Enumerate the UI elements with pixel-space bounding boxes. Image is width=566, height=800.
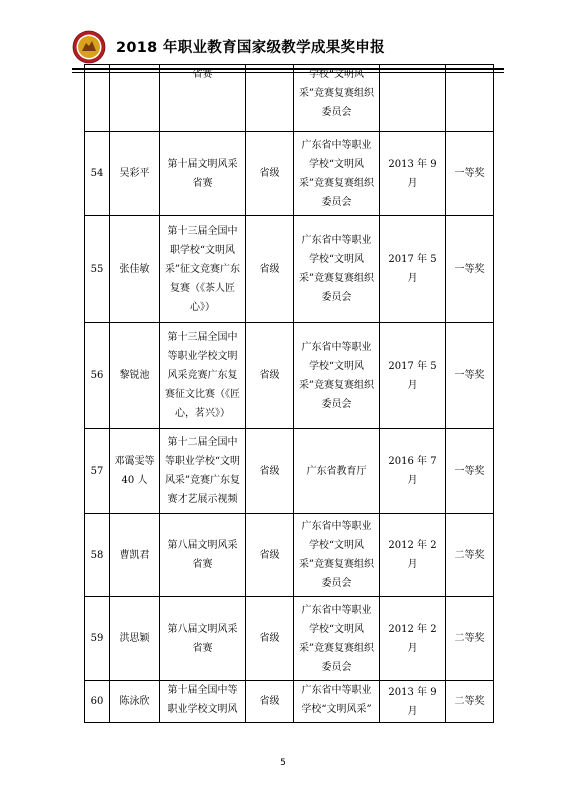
cell-name	[110, 65, 160, 132]
cell-date: 2013 年 9 月	[380, 681, 446, 723]
cell-level	[246, 65, 294, 132]
awards-table	[84, 64, 494, 723]
cell-level: 省级	[246, 216, 294, 323]
cell-no: 54	[85, 132, 110, 216]
cell-no: 56	[85, 323, 110, 429]
cell-name: 曹凯君	[110, 514, 160, 597]
table-row	[85, 132, 494, 216]
cell-name: 邓霭雯等 40 人	[110, 429, 160, 514]
cell-date: 2017 年 5 月	[380, 216, 446, 323]
table-row	[85, 216, 494, 323]
cell-level: 省级	[246, 514, 294, 597]
cell-no: 55	[85, 216, 110, 323]
table-row	[85, 65, 494, 132]
cell-date: 2012 年 2 月	[380, 597, 446, 681]
cell-organizer: 广东省中等职业学校“文明风采”竞赛复赛组织委员会	[294, 216, 380, 323]
cell-organizer: 广东省中等职业学校“文明风采”竞赛复赛组织委员会	[294, 132, 380, 216]
cell-competition: 第十届文明风采省赛	[160, 132, 246, 216]
cell-organizer: 学校“文明风采”竞赛复赛组织委员会	[294, 65, 380, 132]
cell-level: 省级	[246, 597, 294, 681]
cell-no: 57	[85, 429, 110, 514]
cell-competition: 第十二届全国中等职业学校“文明风采”竞赛广东复赛才艺展示视频	[160, 429, 246, 514]
cell-award: 一等奖	[446, 216, 494, 323]
school-emblem-icon	[72, 30, 106, 64]
document-title: 2018 年职业教育国家级教学成果奖申报	[116, 40, 385, 56]
table-row	[85, 323, 494, 429]
cell-organizer: 广东省中等职业学校“文明风采”竞赛复赛组织委员会	[294, 514, 380, 597]
table-row	[85, 429, 494, 514]
cell-level: 省级	[246, 429, 294, 514]
cell-award: 二等奖	[446, 597, 494, 681]
cell-award: 二等奖	[446, 514, 494, 597]
table-row	[85, 514, 494, 597]
cell-competition: 省赛	[160, 65, 246, 132]
cell-award: 一等奖	[446, 429, 494, 514]
table-row	[85, 597, 494, 681]
cell-competition: 第八届文明风采省赛	[160, 597, 246, 681]
cell-date: 2016 年 7 月	[380, 429, 446, 514]
cell-level: 省级	[246, 132, 294, 216]
cell-name: 吴彩平	[110, 132, 160, 216]
cell-award: 一等奖	[446, 132, 494, 216]
cell-organizer: 广东省中等职业学校“文明风采”竞赛复赛组织委员会	[294, 323, 380, 429]
cell-organizer: 广东省中等职业学校“文明风采”竞赛复赛组织委员会	[294, 597, 380, 681]
page-header	[72, 30, 502, 64]
cell-date	[380, 65, 446, 132]
cell-competition: 第十三届全国中职学校“文明风采”征文竞赛广东复赛（《茶人匠心》）	[160, 216, 246, 323]
cell-date: 2017 年 5 月	[380, 323, 446, 429]
cell-no	[85, 65, 110, 132]
cell-award: 一等奖	[446, 323, 494, 429]
cell-name: 陈泳欣	[110, 681, 160, 723]
cell-name: 张佳敏	[110, 216, 160, 323]
cell-award	[446, 65, 494, 132]
table-row	[85, 681, 494, 723]
cell-name: 洪思颖	[110, 597, 160, 681]
cell-organizer: 广东省教育厅	[294, 429, 380, 514]
cell-competition: 第八届文明风采省赛	[160, 514, 246, 597]
page-number: 5	[280, 758, 286, 768]
cell-competition: 第十届全国中等职业学校文明风	[160, 681, 246, 723]
cell-date: 2013 年 9 月	[380, 132, 446, 216]
cell-date: 2012 年 2 月	[380, 514, 446, 597]
cell-level: 省级	[246, 681, 294, 723]
cell-no: 59	[85, 597, 110, 681]
cell-no: 58	[85, 514, 110, 597]
cell-competition: 第十三届全国中等职业学校文明风采竞赛广东复赛征文比赛（《匠心，茗兴》）	[160, 323, 246, 429]
cell-name: 黎锐池	[110, 323, 160, 429]
cell-level: 省级	[246, 323, 294, 429]
cell-no: 60	[85, 681, 110, 723]
cell-award: 二等奖	[446, 681, 494, 723]
cell-organizer: 广东省中等职业学校“文明风采”	[294, 681, 380, 723]
